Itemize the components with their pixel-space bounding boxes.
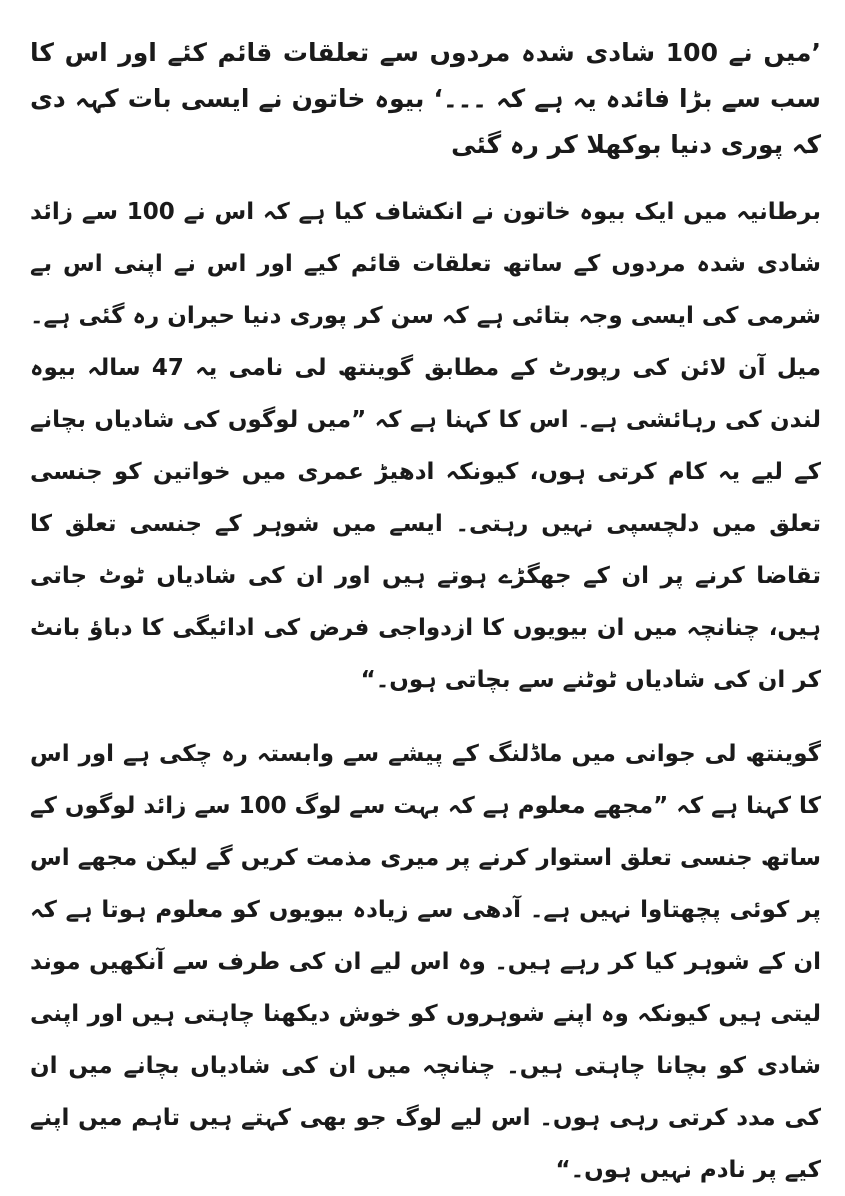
article-paragraph-2: گوینتھ لی جوانی میں ماڈلنگ کے پیشے سے وابستہ رہ چکی ہے اور اس کا کہنا ہے کہ ”مجھے معلوم ہے کہ بہت سے لوگ 100 سے زائد لوگوں کے ساتھ جنسی تعلق استوار کرنے پر میری مذمت کریں گے لیکن مجھے اس پر کوئی پچھتاوا نہیں ہے۔ آدھی سے زیادہ بیویوں کو معلوم ہوتا ہے کہ ان کے شوہر کیا کر رہے ہیں۔ وہ اس لیے ان کی طرف سے آنکھیں موند لیتی ہیں کیونکہ وہ اپنے شوہروں کو خوش دیکھنا چاہتی ہیں اور اپنی شادی کو بچانا چاہتی ہیں۔ چنانچہ میں ان کی شادیاں بچانے میں ان کی مدد کرتی رہی ہوں۔ اس لیے لوگ جو بھی کہتے ہیں تاہم میں اپنے کیے پر نادم نہیں ہوں۔“ (30, 741, 821, 1183)
article-paragraph-1: برطانیہ میں ایک بیوہ خاتون نے انکشاف کیا ہے کہ اس نے 100 سے زائد شادی شدہ مردوں کے ساتھ تعلقات قائم کیے اور اس نے اپنی اس بے شرمی کی ایسی وجہ بتائی ہے کہ سن کر پوری دنیا حیران رہ گئی ہے۔ میل آن لائن کی رپورٹ کے مطابق گوینتھ لی نامی یہ 47 سالہ بیوہ لندن کی رہائشی ہے۔ اس کا کہنا ہے کہ ”میں لوگوں کی شادیاں بچانے کے لیے یہ کام کرتی ہوں، کیونکہ ادھیڑ عمری میں خواتین کو جنسی تعلق میں دلچسپی نہیں رہتی۔ ایسے میں شوہر کے جنسی تعلق کا تقاضا کرنے پر ان کے جھگڑے ہوتے ہیں اور ان کی شادیاں ٹوٹ جاتی ہیں، چنانچہ میں ان بیویوں کا ازدواجی فرض کی ادائیگی کا دباﺅ بانٹ کر ان کی شادیاں ٹوٹنے سے بچاتی ہوں۔“ (30, 199, 822, 693)
article-headline: ’میں نے 100 شادی شدہ مردوں سے تعلقات قائم کئے اور اس کا سب سے بڑا فائدہ یہ ہے کہ ۔۔۔‘ بیوہ خاتون نے ایسی بات کہہ دی کہ پوری دنیا بوکھلا کر رہ گئی (30, 38, 821, 159)
